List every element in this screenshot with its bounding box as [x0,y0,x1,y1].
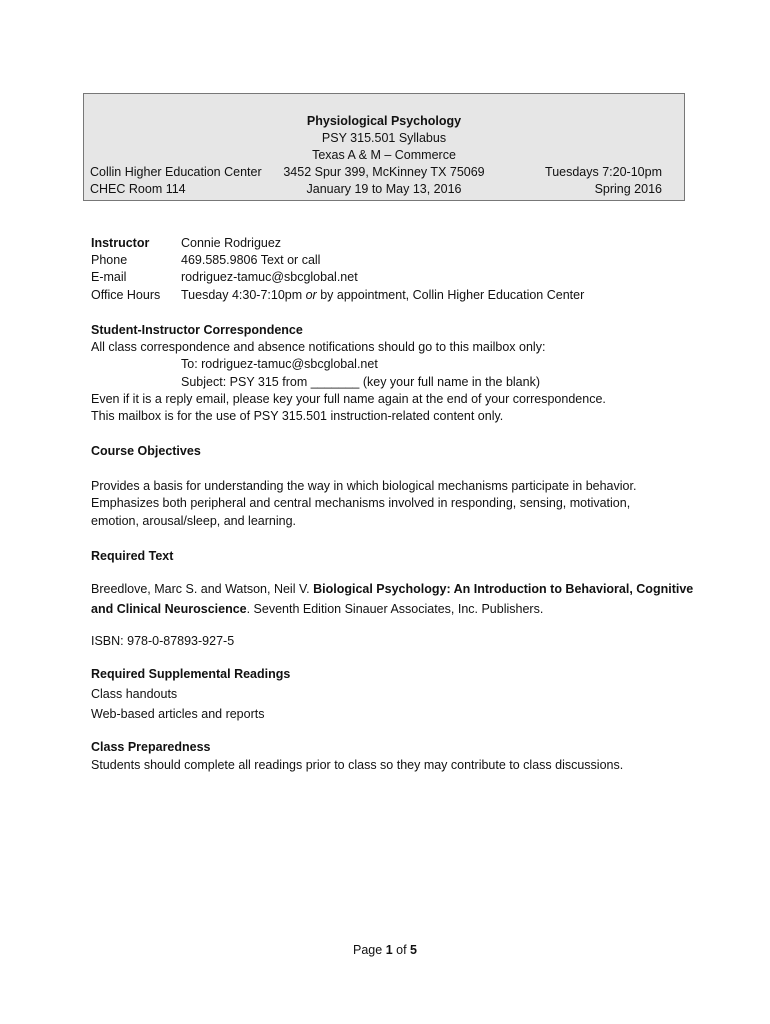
course-dates: January 19 to May 13, 2016 [306,182,462,196]
phone-value: 469.585.9806 Text or call [181,253,321,267]
page-word: Page [353,943,386,957]
campus-address: 3452 Spur 399, McKinney TX 75069 [283,165,485,179]
correspondence-line-1: All class correspondence and absence notifications should go to this mailbox only: [91,340,546,354]
correspondence-to: To: rodriguez-tamuc@sbcglobal.net [181,357,378,371]
isbn: ISBN: 978-0-87893-927-5 [91,634,235,648]
header-right-block [545,164,662,198]
required-text-heading: Required Text [91,549,174,563]
term: Spring 2016 [594,182,662,196]
book-citation-line-2 [91,601,543,618]
office-hours-pre: Tuesday 4:30-7:10pm [181,288,306,302]
email-label: E-mail [91,270,127,284]
instructor-label: Instructor [91,236,150,250]
objectives-heading: Course Objectives [91,444,201,458]
objectives-line-3: emotion, arousal/sleep, and learning. [91,514,296,528]
correspondence-line-3: This mailbox is for the use of PSY 315.501 instruction-related content only. [91,409,504,423]
office-hours-or: or [305,288,317,302]
book-title-part-1: Biological Psychology: An Introduction to Behavioral, Cognitive [313,582,694,596]
supplemental-item-2: Web-based articles and reports [91,707,265,721]
book-edition: . Seventh Edition Sinauer Associates, Inc. Publishers. [246,602,544,616]
page-number: 1 [385,943,393,957]
supplemental-heading: Required Supplemental Readings [91,667,291,681]
office-hours-label: Office Hours [91,288,161,302]
instructor-name: Connie Rodriguez [181,236,282,250]
university-name: Texas A & M – Commerce [312,148,456,162]
office-hours-value [181,287,584,304]
preparedness-line-1: Students should complete all readings prior to class so they may contribute to class discussions. [91,758,624,772]
book-title-part-2: and Clinical Neuroscience [91,602,247,616]
header-box [83,93,685,201]
of-word: of [392,943,411,957]
page-total: 5 [410,943,417,957]
book-authors: Breedlove, Marc S. and Watson, Neil V. [91,582,314,596]
preparedness-heading: Class Preparedness [91,740,211,754]
correspondence-heading: Student-Instructor Correspondence [91,323,303,337]
page-footer [0,943,770,957]
supplemental-item-1: Class handouts [91,687,178,701]
course-code: PSY 315.501 Syllabus [321,131,447,145]
campus-name: Collin Higher Education Center [90,165,262,179]
class-schedule: Tuesdays 7:20-10pm [545,165,662,179]
email-value: rodriguez-tamuc@sbcglobal.net [181,270,358,284]
room-number: CHEC Room 114 [90,182,186,196]
course-title: Physiological Psychology [306,114,462,128]
book-citation-line-1 [91,581,693,598]
objectives-line-2: Emphasizes both peripheral and central mechanisms involved in responding, sensing, motivation, [91,496,631,510]
objectives-line-1: Provides a basis for understanding the way in which biological mechanisms participate in behavior. [91,479,637,493]
correspondence-subject: Subject: PSY 315 from _______ (key your full name in the blank) [181,375,541,389]
header-left-block [90,164,262,198]
phone-label: Phone [91,253,128,267]
office-hours-post: by appointment, Collin Higher Education Center [316,288,585,302]
correspondence-line-2: Even if it is a reply email, please key your full name again at the end of your correspondence. [91,392,606,406]
